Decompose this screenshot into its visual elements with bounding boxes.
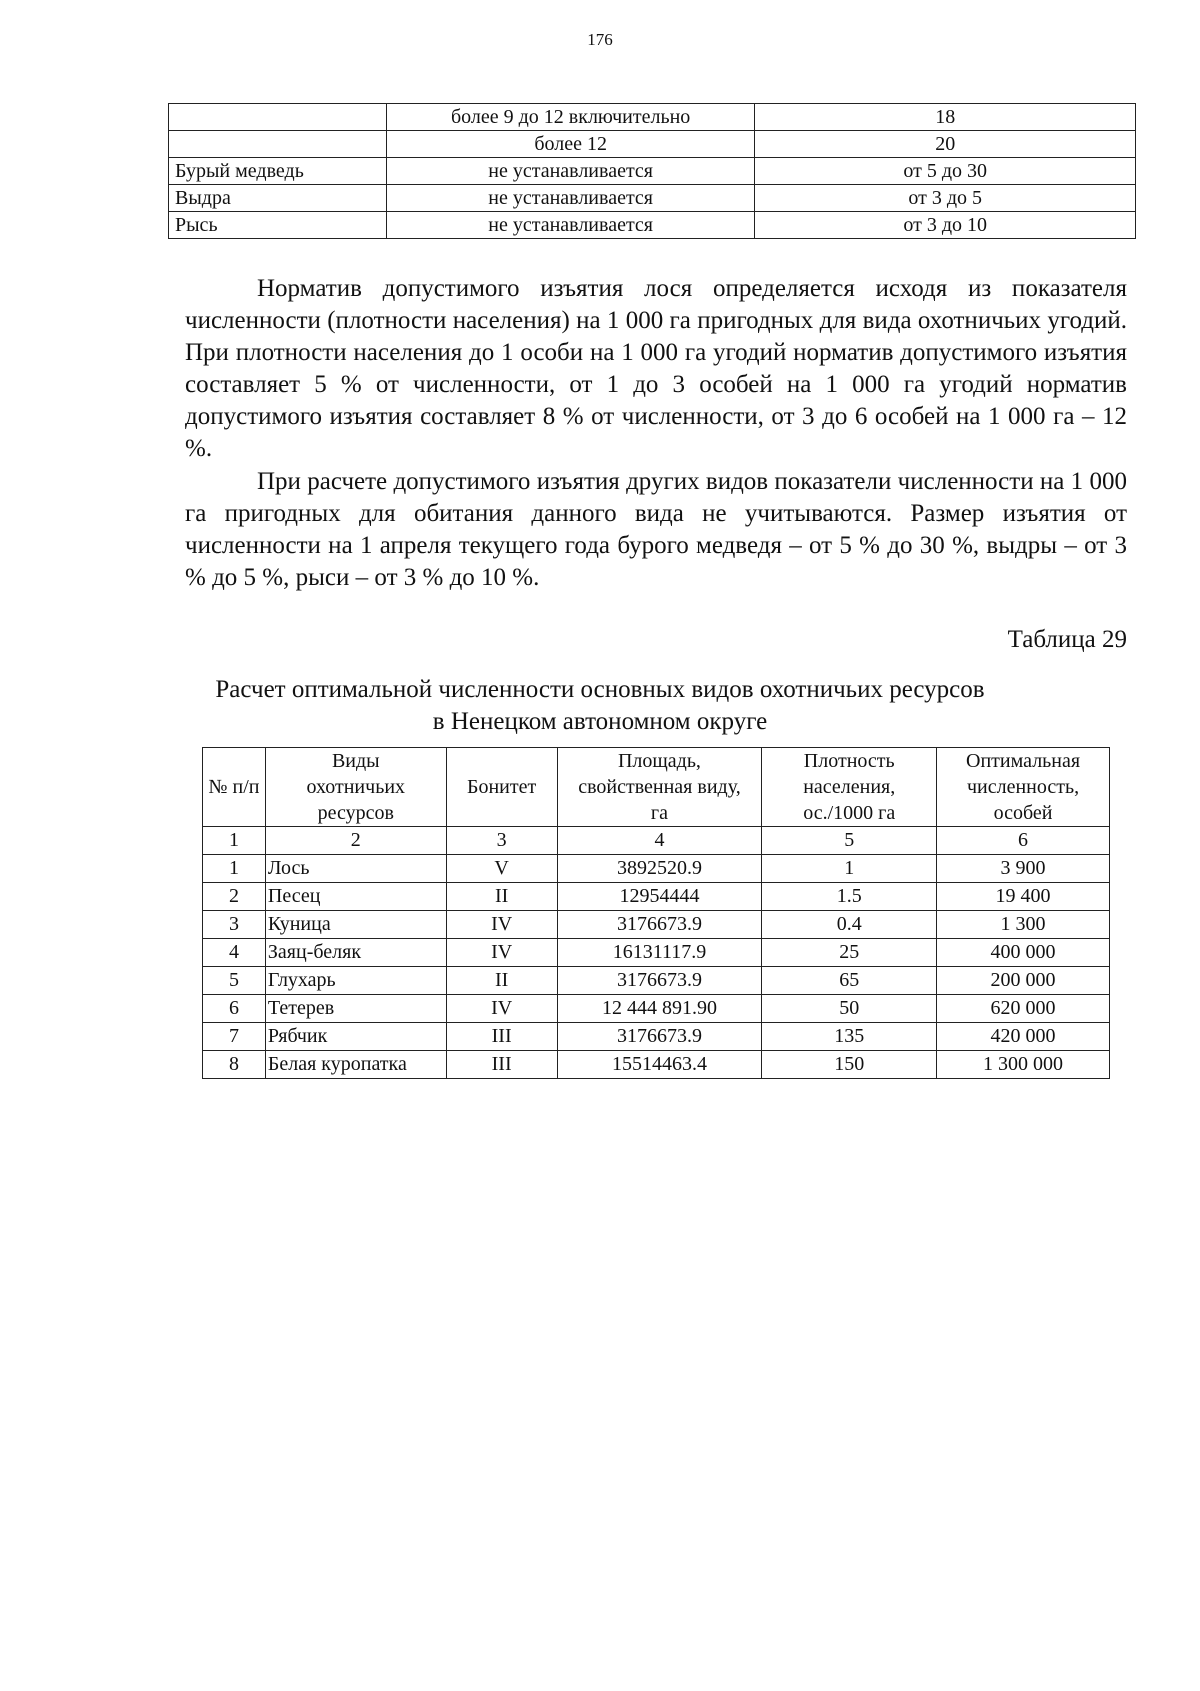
- column-header-line: ресурсов: [317, 802, 394, 824]
- table-row: [203, 939, 1110, 967]
- top-table-cell: [169, 104, 387, 131]
- column-header-line: Плотность: [803, 750, 895, 772]
- table-cell: 135: [762, 1023, 937, 1051]
- table-cell: 1 300 000: [937, 1051, 1110, 1079]
- column-header-line: Площадь,: [617, 750, 701, 772]
- table-cell: II: [446, 967, 557, 995]
- top-table-row: [169, 131, 1136, 158]
- table-cell: 4: [203, 939, 266, 967]
- column-header-line: ос./1000 га: [803, 802, 896, 824]
- table-cell: 1 300: [937, 911, 1110, 939]
- column-index-cell: 6: [937, 827, 1110, 855]
- table-cell: 5: [203, 967, 266, 995]
- top-table-cell: Бурый медведь: [169, 158, 387, 185]
- table-cell: 3: [203, 911, 266, 939]
- table-cell: 1: [762, 855, 937, 883]
- table-cell: III: [446, 1051, 557, 1079]
- table-cell: IV: [446, 939, 557, 967]
- column-header: [446, 748, 557, 827]
- top-table-cell: Выдра: [169, 185, 387, 212]
- table-cell: 16131117.9: [557, 939, 762, 967]
- top-table-cell: от 3 до 5: [755, 185, 1136, 212]
- top-table-row: [169, 158, 1136, 185]
- hunting-norms-table-continuation: [168, 103, 1136, 239]
- species-name-cell: Глухарь: [265, 967, 446, 995]
- table-cell: 1.5: [762, 883, 937, 911]
- top-table-cell: не устанавливается: [386, 185, 755, 212]
- top-table-row: [169, 212, 1136, 239]
- table-cell: 7: [203, 1023, 266, 1051]
- species-name-cell: Куница: [265, 911, 446, 939]
- body-text-block-1: [185, 273, 1127, 465]
- table-cell: IV: [446, 911, 557, 939]
- top-table-cell: не устанавливается: [386, 158, 755, 185]
- table-cell: 12954444: [557, 883, 762, 911]
- table-cell: 12 444 891.90: [557, 995, 762, 1023]
- column-header-line: особей: [993, 802, 1053, 824]
- top-table-cell: от 5 до 30: [755, 158, 1136, 185]
- table-cell: 6: [203, 995, 266, 1023]
- table-cell: 400 000: [937, 939, 1110, 967]
- top-table-cell: 20: [755, 131, 1136, 158]
- top-table-cell: Рысь: [169, 212, 387, 239]
- top-table-cell: более 12: [386, 131, 755, 158]
- paragraph-other-species: При расчете допустимого изъятия других видов показатели численности на 1 000 га пригодных для обитания данного вида не учитываются. Размер изъятия от численности на 1 апреля текущего года бурого медведя – от 5 % до 30 %, выдры – от 3 % до 5 %, рыси – от 3 % до 10 %.: [185, 468, 1127, 591]
- table-row: [203, 995, 1110, 1023]
- column-index-row: [203, 827, 1110, 855]
- top-table-cell: [169, 131, 387, 158]
- column-header-line: охотничьих: [306, 776, 406, 798]
- table-row: [203, 883, 1110, 911]
- table-cell: V: [446, 855, 557, 883]
- table-cell: 2: [203, 883, 266, 911]
- column-index-cell: 1: [203, 827, 266, 855]
- column-header-line: свойственная виду,: [578, 776, 741, 798]
- table-row: [203, 855, 1110, 883]
- table-cell: 3176673.9: [557, 1023, 762, 1051]
- column-header-line: Бонитет: [466, 776, 537, 798]
- table-cell: 1: [203, 855, 266, 883]
- optimal-population-table: [202, 747, 1110, 1079]
- table-cell: 50: [762, 995, 937, 1023]
- table-cell: 420 000: [937, 1023, 1110, 1051]
- column-header-line: населения,: [803, 776, 896, 798]
- species-name-cell: Песец: [265, 883, 446, 911]
- table-row: [203, 1023, 1110, 1051]
- table-cell: 200 000: [937, 967, 1110, 995]
- table-cell: IV: [446, 995, 557, 1023]
- table-cell: 19 400: [937, 883, 1110, 911]
- column-header-line: га: [650, 802, 668, 824]
- table-cell: 3 900: [937, 855, 1110, 883]
- table-row: [203, 911, 1110, 939]
- table-title-line-1: Расчет оптимальной численности основных видов охотничьих ресурсов: [215, 676, 985, 703]
- species-name-cell: Тетерев: [265, 995, 446, 1023]
- top-table-cell: 18: [755, 104, 1136, 131]
- column-header: [762, 748, 937, 827]
- table-cell: 8: [203, 1051, 266, 1079]
- species-name-cell: Заяц-беляк: [265, 939, 446, 967]
- table-cell: 150: [762, 1051, 937, 1079]
- paragraph-moose-norm: Норматив допустимого изъятия лося определяется исходя из показателя численности (плотности населения) на 1 000 га пригодных для вида охотничьих угодий. При плотности населения до 1 особи на 1 000 га угодий норматив допустимого изъятия составляет 5 % от численности, от 1 до 3 особей на 1 000 га угодий норматив допустимого изъятия составляет 8 % от численности, от 3 до 6 особей на 1 000 га – 12 %.: [185, 275, 1127, 462]
- top-table-cell: более 9 до 12 включительно: [386, 104, 755, 131]
- table-cell: 65: [762, 967, 937, 995]
- species-name-cell: Лось: [265, 855, 446, 883]
- table-row: [203, 967, 1110, 995]
- table-cell: 0.4: [762, 911, 937, 939]
- column-header: [203, 748, 266, 827]
- table-row: [203, 1051, 1110, 1079]
- column-header: [937, 748, 1110, 827]
- table-cell: 3176673.9: [557, 967, 762, 995]
- body-text-block-2: [185, 466, 1127, 594]
- column-index-cell: 5: [762, 827, 937, 855]
- table-cell: 25: [762, 939, 937, 967]
- table-cell: II: [446, 883, 557, 911]
- table-cell: III: [446, 1023, 557, 1051]
- table-cell: 3892520.9: [557, 855, 762, 883]
- table-title: [0, 674, 1200, 738]
- column-header-line: № п/п: [208, 776, 260, 798]
- column-header-line: Виды: [331, 750, 380, 772]
- species-name-cell: Белая куропатка: [265, 1051, 446, 1079]
- top-table-row: [169, 185, 1136, 212]
- species-name-cell: Рябчик: [265, 1023, 446, 1051]
- top-table-cell: от 3 до 10: [755, 212, 1136, 239]
- table-label: Таблица 29: [1007, 626, 1127, 653]
- top-table-cell: не устанавливается: [386, 212, 755, 239]
- column-header-line: численность,: [966, 776, 1080, 798]
- table-cell: 620 000: [937, 995, 1110, 1023]
- column-header: [557, 748, 762, 827]
- main-table-header-row: [203, 748, 1110, 827]
- column-header-line: Оптимальная: [966, 750, 1081, 772]
- table-cell: 3176673.9: [557, 911, 762, 939]
- column-index-cell: 2: [265, 827, 446, 855]
- main-table-body: [203, 827, 1110, 1079]
- page-number: 176: [587, 30, 613, 49]
- top-table-row: [169, 104, 1136, 131]
- main-table-header: [203, 748, 1110, 827]
- table-title-line-2: в Ненецком автономном округе: [432, 708, 768, 735]
- table-cell: 15514463.4: [557, 1051, 762, 1079]
- top-table-body: [169, 104, 1136, 239]
- column-index-cell: 3: [446, 827, 557, 855]
- column-header: [265, 748, 446, 827]
- column-index-cell: 4: [557, 827, 762, 855]
